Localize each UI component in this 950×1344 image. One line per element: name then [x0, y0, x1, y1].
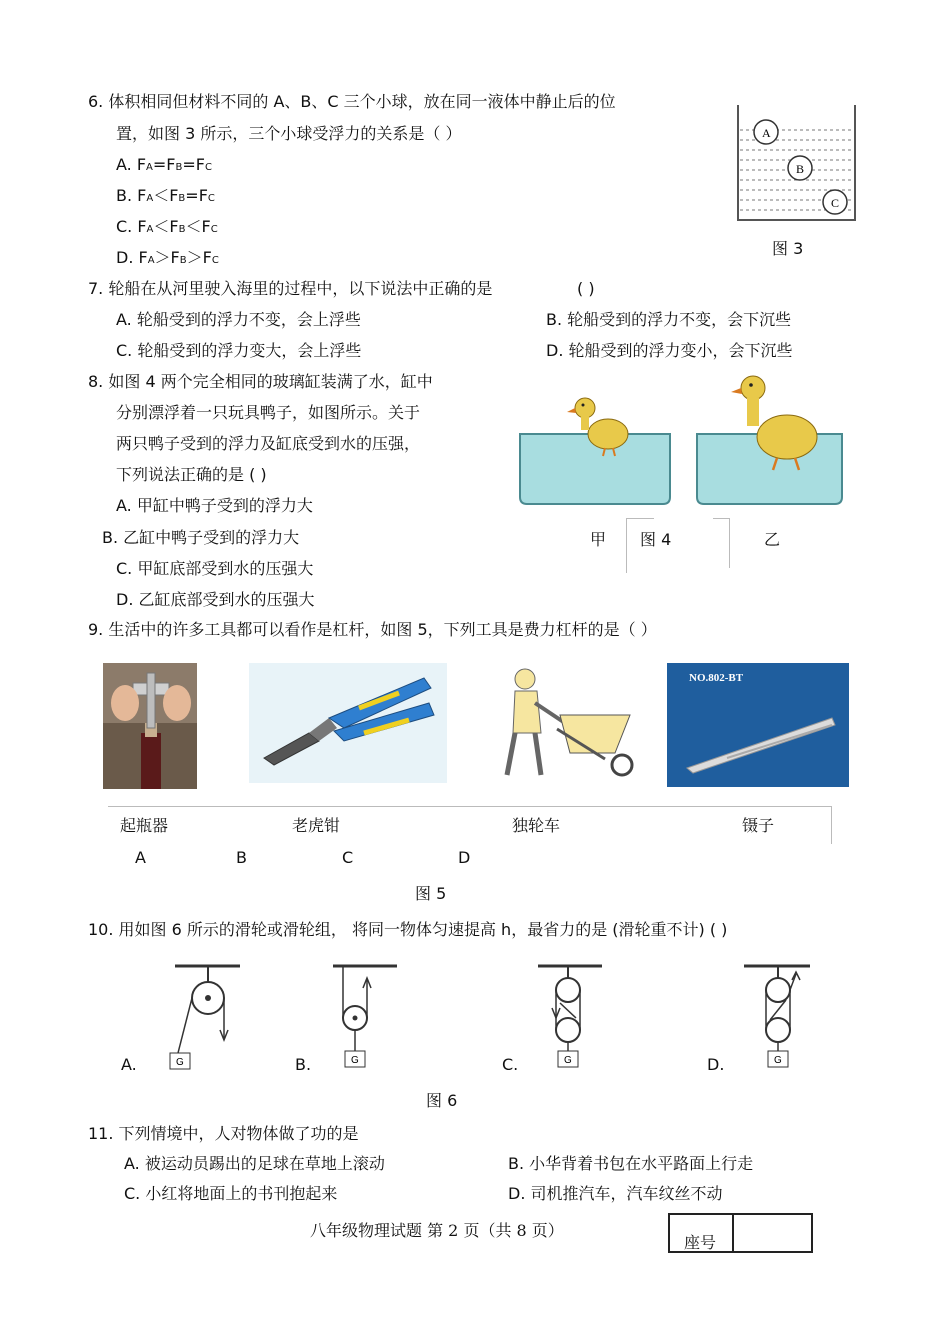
q9-stem: 9. 生活中的许多工具都可以看作是杠杆，如图 5，下列工具是费力杠杆的是（ ）: [88, 620, 657, 639]
q7-option-b: B. 轮船受到的浮力不变，会下沉些: [546, 310, 792, 329]
q10-stem: 10. 用如图 6 所示的滑轮或滑轮组， 将同一物体匀速提高 h，最省力的是 (滑轮重不计) ( ): [88, 920, 728, 939]
q8-option-c: C. 甲缸底部受到水的压强大: [116, 559, 314, 578]
q7-option-c: C. 轮船受到的浮力变大，会上浮些: [116, 341, 362, 360]
q11-option-a: A. 被运动员踢出的足球在草地上滚动: [124, 1154, 385, 1173]
seat-number-box: [668, 1213, 813, 1253]
pulley-a-label: A.: [121, 1055, 137, 1074]
pliers-image: [249, 663, 447, 783]
q8-line3: 两只鸭子受到的浮力及缸底受到水的压强，: [116, 434, 421, 453]
fig4-bracket-right: [713, 518, 729, 519]
pulley-c-diagram: [530, 958, 610, 1073]
pulley-c-label: C.: [502, 1055, 519, 1074]
pulley-a-diagram: [160, 958, 250, 1073]
q6-line1: 6. 体积相同但材料不同的 A、B、C 三个小球，放在同一液体中静止后的位: [88, 92, 616, 111]
figure-4-label-jia: 甲: [590, 530, 607, 549]
ball-b-label: B: [796, 162, 805, 176]
q7-stem: 7. 轮船在从河里驶入海里的过程中，以下说法中正确的是: [88, 279, 493, 298]
pulley-d-diagram: [740, 958, 820, 1073]
tool-d-letter: D: [458, 848, 471, 867]
q6-option-d: D. FA＞FB＞FC: [116, 248, 219, 267]
ball-a-label: A: [762, 126, 771, 140]
q11-option-c: C. 小红将地面上的书刊抱起来: [124, 1184, 338, 1203]
bottle-opener-image: [103, 663, 197, 789]
pulley-c-weight: G: [564, 1055, 572, 1066]
tool-b-letter: B: [236, 848, 247, 867]
tweezers-image: [667, 663, 849, 787]
figure-4-label-yi: 乙: [764, 530, 781, 549]
q8-option-b: B. 乙缸中鸭子受到的浮力大: [102, 528, 300, 547]
fig5-frame-top: [108, 806, 832, 807]
seat-label: 座号: [684, 1233, 717, 1252]
q8-option-d: D. 乙缸底部受到水的压强大: [116, 590, 315, 609]
figure-3-container: [730, 100, 860, 225]
tweezer-label-text: NO.802-BT: [689, 672, 744, 684]
wheelbarrow-image: [485, 663, 640, 783]
q11-option-b: B. 小华背着书包在水平路面上行走: [508, 1154, 754, 1173]
figure-4-caption: 图 4: [640, 530, 672, 549]
tool-c-letter: C: [342, 848, 354, 867]
fig4-bracket-left: [626, 518, 654, 519]
q8-option-a: A. 甲缸中鸭子受到的浮力大: [116, 496, 313, 515]
pulley-b-weight: G: [351, 1055, 359, 1066]
q6-option-a: A. FA=FB=FC: [116, 155, 212, 174]
page-footer: 八年级物理试题 第 2 页（共 8 页）: [310, 1221, 564, 1240]
pulley-b-label: B.: [295, 1055, 312, 1074]
tool-b-name: 老虎钳: [292, 816, 341, 835]
tool-c-name: 独轮车: [512, 816, 561, 835]
tool-a-letter: A: [135, 848, 146, 867]
pulley-b-diagram: [325, 958, 405, 1073]
pulley-a-weight: G: [176, 1057, 184, 1068]
ball-c-label: C: [831, 196, 840, 210]
fig4-divider-right: [729, 518, 730, 568]
figure-3-caption: 图 3: [772, 239, 804, 258]
tool-d-name: 镊子: [742, 816, 775, 835]
q11-stem: 11. 下列情境中，人对物体做了功的是: [88, 1124, 359, 1143]
seat-number-input[interactable]: [736, 1217, 808, 1249]
figure-4-tanks: [515, 372, 850, 512]
q7-option-a: A. 轮船受到的浮力不变，会上浮些: [116, 310, 361, 329]
q6-line2: 置，如图 3 所示，三个小球受浮力的关系是（ ）: [116, 124, 462, 143]
seat-box-divider: [732, 1215, 734, 1251]
q6-option-b: B. FA＜FB=FC: [116, 186, 215, 205]
q7-option-d: D. 轮船受到的浮力变小，会下沉些: [546, 341, 793, 360]
figure-6-caption: 图 6: [426, 1091, 458, 1110]
pulley-d-label: D.: [707, 1055, 725, 1074]
tool-a-name: 起瓶器: [120, 816, 169, 835]
q6-option-c: C. FA＜FB＜FC: [116, 217, 218, 236]
q11-option-d: D. 司机推汽车，汽车纹丝不动: [508, 1184, 723, 1203]
pulley-d-weight: G: [774, 1055, 782, 1066]
fig4-divider-left: [626, 518, 627, 573]
q8-line2: 分别漂浮着一只玩具鸭子，如图所示。关于: [116, 403, 421, 422]
q7-answer-paren: ( ): [577, 279, 595, 298]
figure-5-caption: 图 5: [415, 884, 447, 903]
fig5-frame-right: [831, 806, 832, 844]
q8-line1: 8. 如图 4 两个完全相同的玻璃缸装满了水，缸中: [88, 372, 433, 391]
q8-line4: 下列说法正确的是 ( ): [116, 465, 267, 484]
